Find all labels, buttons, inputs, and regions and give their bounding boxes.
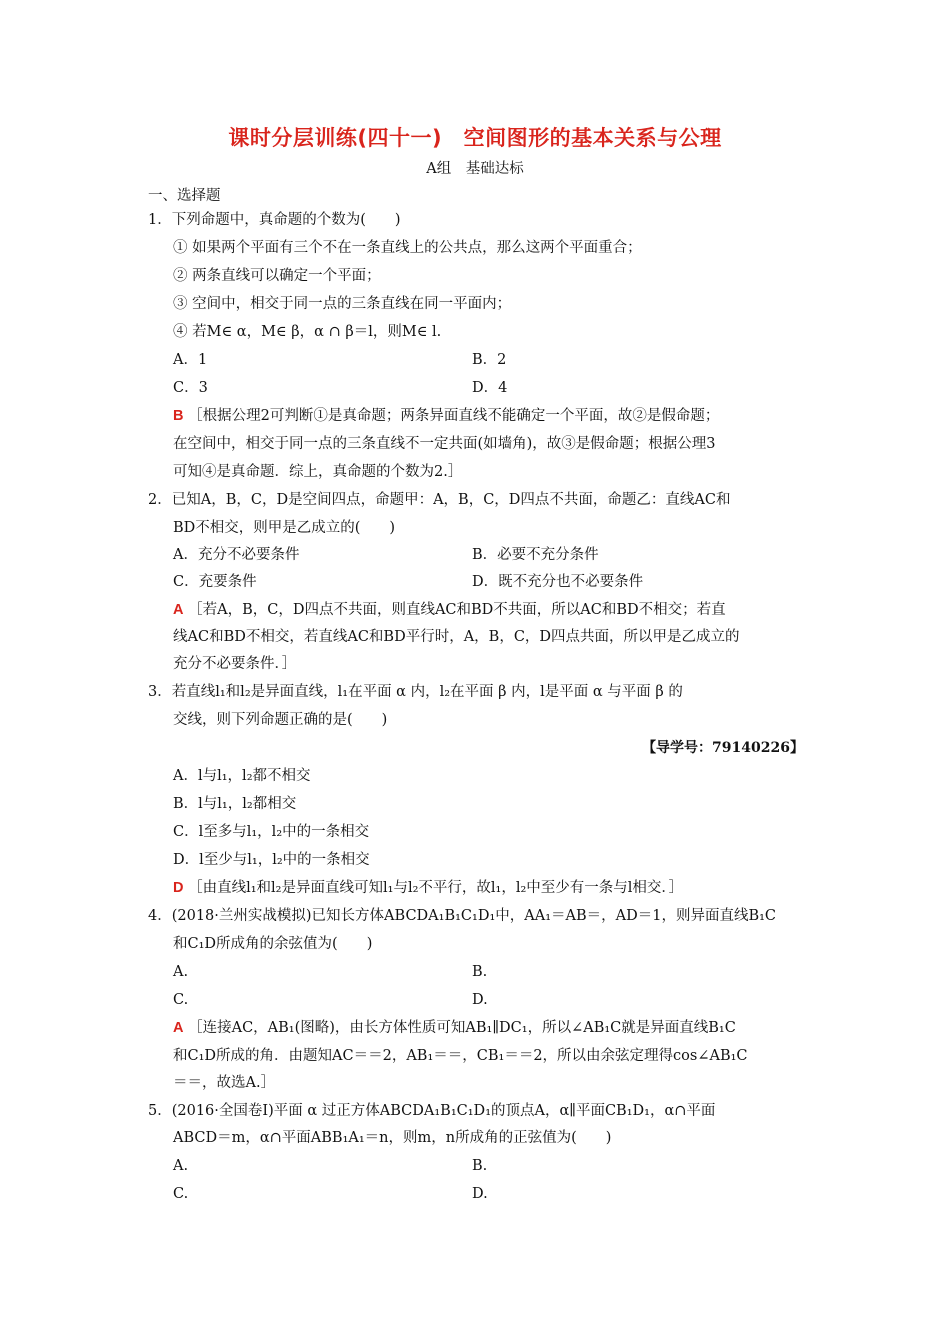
q3-stem-line-1: 3．若直线l₁和l₂是异面直线，l₁在平面 α 内，l₂在平面 β 内，l是平面 α 与平面 β 的 [148, 684, 683, 700]
q4-option-b: B. [472, 964, 488, 980]
q1-option-b: B．2 [472, 352, 507, 368]
q5-option-c: C. [173, 1186, 189, 1202]
q2-answer: A [173, 602, 184, 618]
q1-option-a: A．1 [173, 352, 208, 368]
q4-stem-line-2: 和C₁D所成角的余弦值为( ) [173, 936, 373, 952]
q2-explanation-line-2: 线AC和BD不相交，若直线AC和BD平行时，A，B，C，D四点共面，所以甲是乙成立的 [173, 629, 740, 645]
q3-explanation: D ［由直线l₁和l₂是异面直线可知l₁与l₂不平行，故l₁，l₂中至少有一条与l相交．］ [173, 880, 684, 896]
guide-number: 【导学号：79140226】 [642, 740, 804, 756]
q2-option-b: B．必要不充分条件 [472, 547, 599, 563]
q5-option-d: D. [472, 1186, 488, 1202]
q4-option-c: C. [173, 992, 189, 1008]
q2-stem-line-1: 2．已知A，B，C，D是空间四点，命题甲：A，B，C，D四点不共面，命题乙：直线AC和 [148, 492, 731, 508]
q3-option-d: D．l至少与l₁，l₂中的一条相交 [173, 852, 370, 868]
q1-explanation-line-1: B ［根据公理2可判断①是真命题；两条异面直线不能确定一个平面，故②是假命题； [173, 408, 720, 424]
q1-explanation-line-2: 在空间中，相交于同一点的三条直线不一定共面(如墙角)，故③是假命题；根据公理3 [173, 436, 716, 452]
q4-explanation-line-3: ＝＝，故选A.］ [173, 1075, 276, 1091]
q1-item-3: ③ 空间中，相交于同一点的三条直线在同一平面内； [173, 296, 512, 312]
q2-option-d: D．既不充分也不必要条件 [472, 574, 644, 590]
q4-option-a: A. [173, 964, 189, 980]
q2-explanation-line-3: 充分不必要条件．］ [173, 656, 297, 672]
q5-stem-line-1: 5．(2016·全国卷Ⅰ)平面 α 过正方体ABCDA₁B₁C₁D₁的顶点A，α∥平面CB₁D₁，α∩平面 [148, 1103, 716, 1119]
q3-option-c: C．l至多与l₁，l₂中的一条相交 [173, 824, 370, 840]
q1-stem: 1．下列命题中，真命题的个数为( ) [148, 212, 401, 228]
q4-explanation-line-2: 和C₁D所成的角．由题知AC＝＝2，AB₁＝＝，CB₁＝＝2，所以由余弦定理得cos∠AB₁C [173, 1048, 748, 1064]
q2-option-c: C．充要条件 [173, 574, 257, 590]
q1-item-2: ② 两条直线可以确定一个平面； [173, 268, 381, 284]
q2-option-a: A．充分不必要条件 [173, 547, 300, 563]
q3-stem-line-2: 交线，则下列命题正确的是( ) [173, 712, 388, 728]
q3-answer: D [173, 880, 184, 896]
q4-explanation-line-1: A ［连接AC，AB₁(图略)，由长方体性质可知AB₁∥DC₁，所以∠AB₁C就是异面直线B₁C [173, 1020, 736, 1036]
q3-option-a: A．l与l₁，l₂都不相交 [173, 768, 311, 784]
q1-option-c: C．3 [173, 380, 208, 396]
q1-item-1: ① 如果两个平面有三个不在一条直线上的公共点，那么这两个平面重合； [173, 240, 642, 256]
section-heading: 一、选择题 [148, 188, 221, 204]
q4-stem-line-1: 4．(2018·兰州实战模拟)已知长方体ABCDA₁B₁C₁D₁中，AA₁＝AB＝，AD＝1，则异面直线B₁C [148, 908, 777, 924]
q1-explanation-line-3: 可知④是真命题．综上，真命题的个数为2.］ [173, 464, 463, 480]
q3-option-b: B．l与l₁，l₂都相交 [173, 796, 297, 812]
q5-option-b: B. [472, 1158, 488, 1174]
q2-explanation-line-1: A ［若A，B，C，D四点不共面，则直线AC和BD不共面，所以AC和BD不相交；若直 [173, 602, 726, 618]
q4-option-d: D. [472, 992, 488, 1008]
q2-stem-line-2: BD不相交，则甲是乙成立的( ) [173, 520, 396, 536]
q5-option-a: A. [173, 1158, 189, 1174]
q4-answer: A [173, 1020, 184, 1036]
q5-stem-line-2: ABCD＝m，α∩平面ABB₁A₁＝n，则m，n所成角的正弦值为( ) [173, 1130, 612, 1146]
group-heading: A组 基础达标 [426, 161, 524, 177]
q1-item-4: ④ 若M∈ α，M∈ β，α ∩ β＝l，则M∈ l. [173, 324, 442, 340]
q1-answer: B [173, 408, 184, 424]
page-title: 课时分层训练(四十一) 空间图形的基本关系与公理 [228, 126, 722, 150]
q1-option-d: D．4 [472, 380, 508, 396]
